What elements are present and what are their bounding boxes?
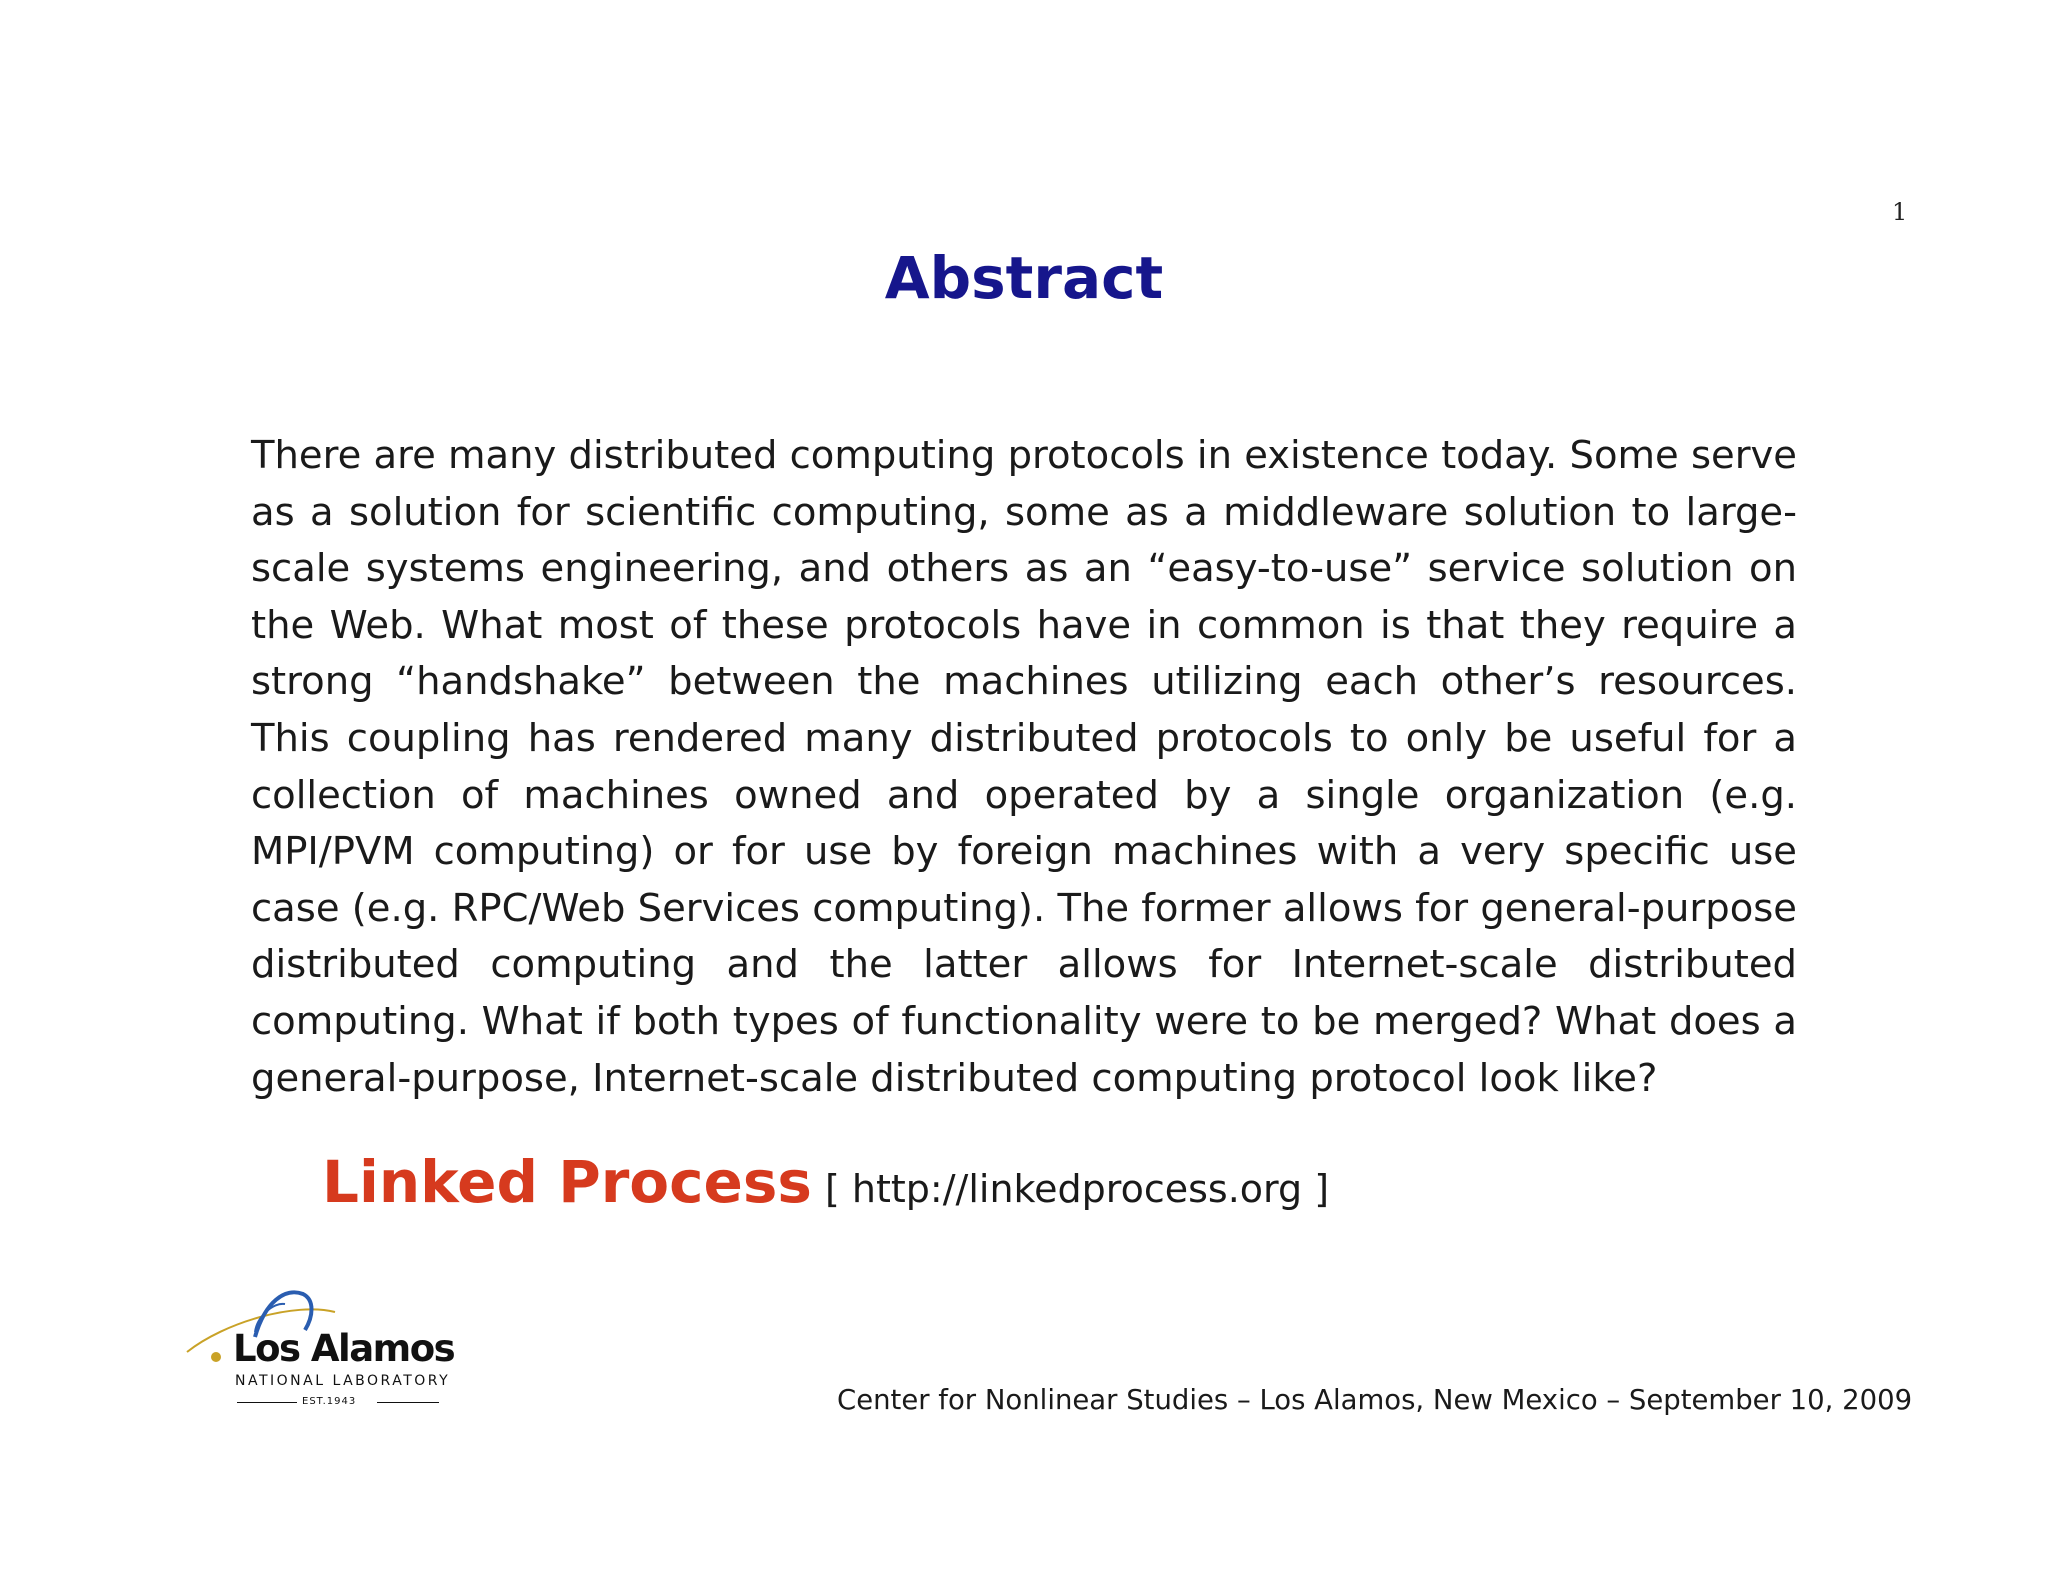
project-line bbox=[322, 1148, 1329, 1216]
logo-rule-left bbox=[237, 1402, 297, 1403]
logo-subtitle: NATIONAL LABORATORY bbox=[235, 1373, 451, 1389]
abstract-paragraph: There are many distributed computing protocols in existence today. Some serve as a solution for scientific computing, some as a middleware solution to large-scale systems engineering, and others as an “easy-to-use” service solution on the Web. What most of these protocols have in common is that they require a strong “handshake” between the machines utilizing each other’s resources. This coupling has rendered many distributed protocols to only be useful for a collection of machines owned and operated by a single organization (e.g. MPI/PVM computing) or for use by foreign machines with a very specific use case (e.g. RPC/Web Services computing). The former allows for general-purpose distributed computing and the latter allows for Internet-scale distributed computing. What if both types of functionality were to be merged? What does a general-purpose, Internet-scale distributed computing protocol look like? bbox=[251, 433, 1797, 1101]
los-alamos-logo bbox=[185, 1282, 455, 1412]
project-url: [ http://linkedprocess.org ] bbox=[825, 1167, 1330, 1211]
logo-rule-right bbox=[377, 1402, 439, 1403]
footer-text: Center for Nonlinear Studies – Los Alamos, New Mexico – September 10, 2009 bbox=[837, 1384, 1913, 1416]
project-name: Linked Process bbox=[322, 1148, 812, 1216]
slide-title: Abstract bbox=[884, 244, 1164, 312]
logo-wordmark: Los Alamos bbox=[233, 1327, 455, 1370]
page-number: 1 bbox=[1892, 198, 1908, 226]
logo-established: EST.1943 bbox=[302, 1396, 357, 1407]
